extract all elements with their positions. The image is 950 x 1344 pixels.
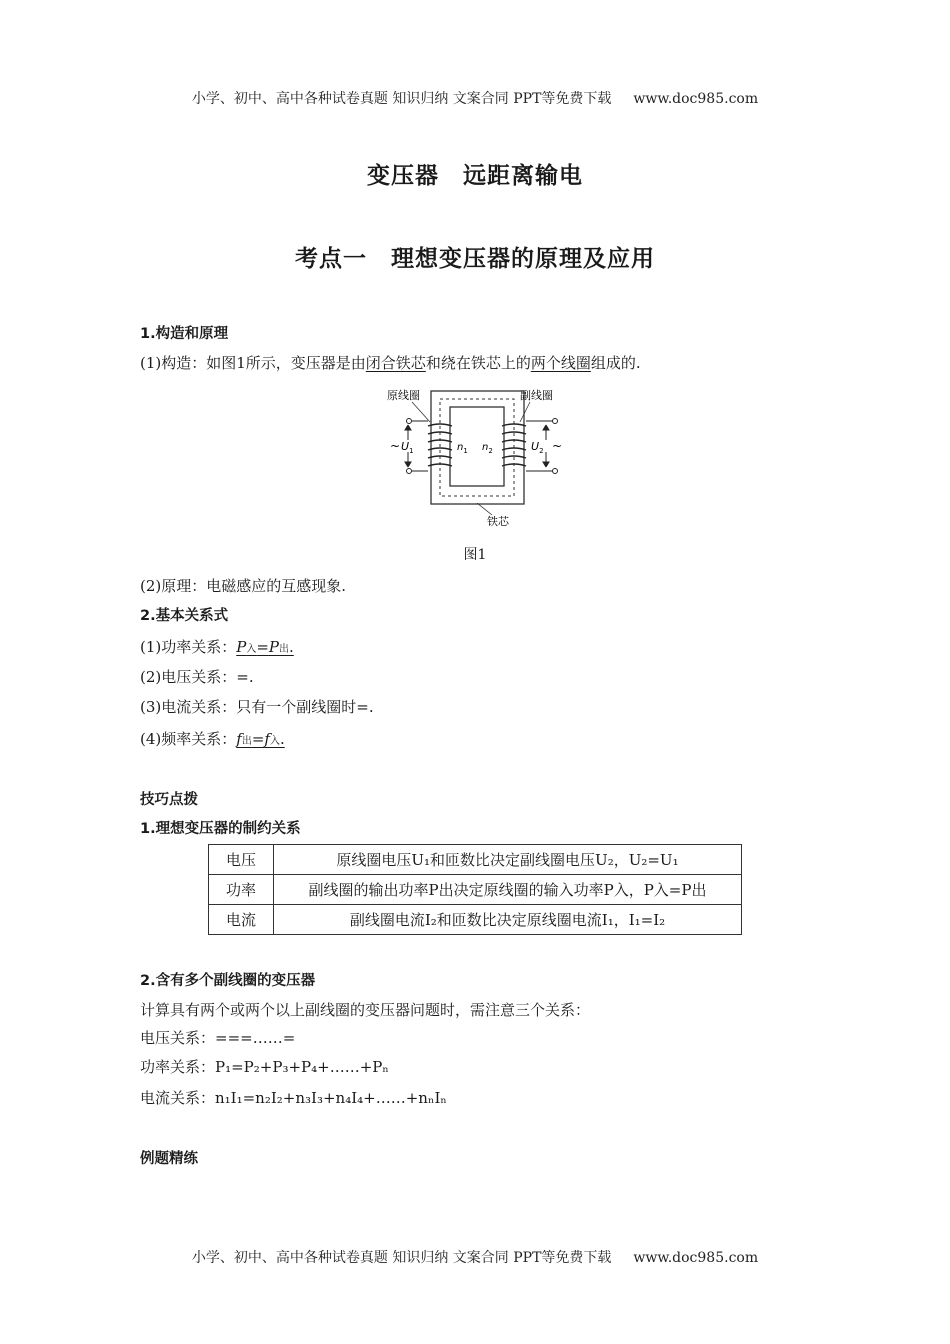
footer-site: www.doc985.com: [633, 1250, 759, 1266]
terminal-s1: [553, 419, 558, 424]
core-outer: [431, 391, 524, 504]
current-relation-line: (3)电流关系：只有一个副线圈时=.: [140, 698, 374, 716]
heading-structure-principle: 1.构造和原理: [140, 326, 229, 342]
multi-power-relation: 功率关系：P₁=P₂+P₃+P₄+……+Pₙ: [140, 1058, 389, 1076]
label-u2: $U_2$: [531, 440, 544, 455]
document-title: 变压器 远距离输电: [367, 163, 583, 189]
power-relation-formula: P入=P出.: [236, 638, 294, 656]
terminal-p2: [407, 469, 412, 474]
table-row: [209, 875, 742, 905]
label-u1: $U_1$: [401, 440, 414, 455]
table-cell-text: 原线圈电压U₁和匝数比决定副线圈电压U₂，U₂=U₁: [274, 845, 742, 875]
table-row: [209, 905, 742, 935]
power-relation-prefix: (1)功率关系：: [140, 638, 237, 656]
multi-voltage-relation: 电压关系：===……=: [140, 1029, 296, 1047]
principle-line: (2)原理：电磁感应的互感现象.: [140, 577, 347, 595]
multi-current-relation: 电流关系：n₁I₁=n₂I₂+n₃I₃+n₄I₄+……+nₙIₙ: [140, 1089, 447, 1107]
table-cell-key: 电流: [209, 905, 274, 935]
label-core: 铁芯: [487, 515, 509, 528]
header-site: www.doc985.com: [633, 91, 759, 107]
table-cell-key: 功率: [209, 875, 274, 905]
structure-mid: 和绕在铁芯上的: [425, 354, 531, 372]
structure-suffix: 组成的.: [590, 354, 641, 372]
label-tilde-right: ~: [552, 439, 563, 453]
frequency-relation-line: [140, 728, 285, 749]
tips-subheading-constraints: 1.理想变压器的制约关系: [140, 821, 301, 837]
examples-heading: 例题精练: [140, 1151, 198, 1167]
footer-text: 小学、初中、高中各种试卷真题 知识归纳 文案合同 PPT等免费下载: [191, 1250, 612, 1266]
table-cell-key: 电压: [209, 845, 274, 875]
constraint-table: [208, 844, 742, 935]
label-n2: $n_2$: [482, 442, 493, 455]
table-cell-text: 副线圈电流I₂和匝数比决定原线圈电流I₁，I₁=I₂: [274, 905, 742, 935]
terminal-s2: [553, 469, 558, 474]
label-primary-coil: 原线圈: [387, 389, 420, 402]
table-cell-text: 副线圈的输出功率P出决定原线圈的输入功率P入，P入=P出: [274, 875, 742, 905]
transformer-diagram: [380, 384, 570, 532]
closed-core-term: 闭合铁芯: [365, 354, 426, 372]
frequency-relation-prefix: (4)频率关系：: [140, 730, 237, 748]
page-footer: [0, 1247, 950, 1267]
multi-secondary-intro: 计算具有两个或两个以上副线圈的变压器问题时，需注意三个关系：: [140, 1001, 591, 1019]
structure-prefix: (1)构造：如图1所示，变压器是由: [140, 354, 366, 372]
header-text: 小学、初中、高中各种试卷真题 知识归纳 文案合同 PPT等免费下载: [191, 91, 612, 107]
heading-basic-relations: 2.基本关系式: [140, 608, 229, 624]
label-secondary-coil: 副线圈: [520, 389, 553, 402]
frequency-relation-formula: f出=f入.: [236, 730, 285, 748]
flux-path: [440, 399, 514, 496]
terminal-p1: [407, 419, 412, 424]
tips-subheading-multi-secondary: 2.含有多个副线圈的变压器: [140, 973, 316, 989]
page-header: [0, 88, 950, 108]
structure-line: [140, 352, 641, 373]
label-tilde-left: ~: [390, 439, 401, 453]
section-title: 考点一 理想变压器的原理及应用: [295, 246, 655, 272]
power-relation-line: [140, 636, 294, 657]
table-row: [209, 845, 742, 875]
figure-caption: 图1: [463, 547, 487, 563]
two-coils-term: 两个线圈: [530, 354, 591, 372]
voltage-relation-line: (2)电压关系：=.: [140, 668, 254, 686]
tips-heading: 技巧点拨: [140, 792, 198, 808]
label-n1: $n_1$: [457, 442, 468, 455]
